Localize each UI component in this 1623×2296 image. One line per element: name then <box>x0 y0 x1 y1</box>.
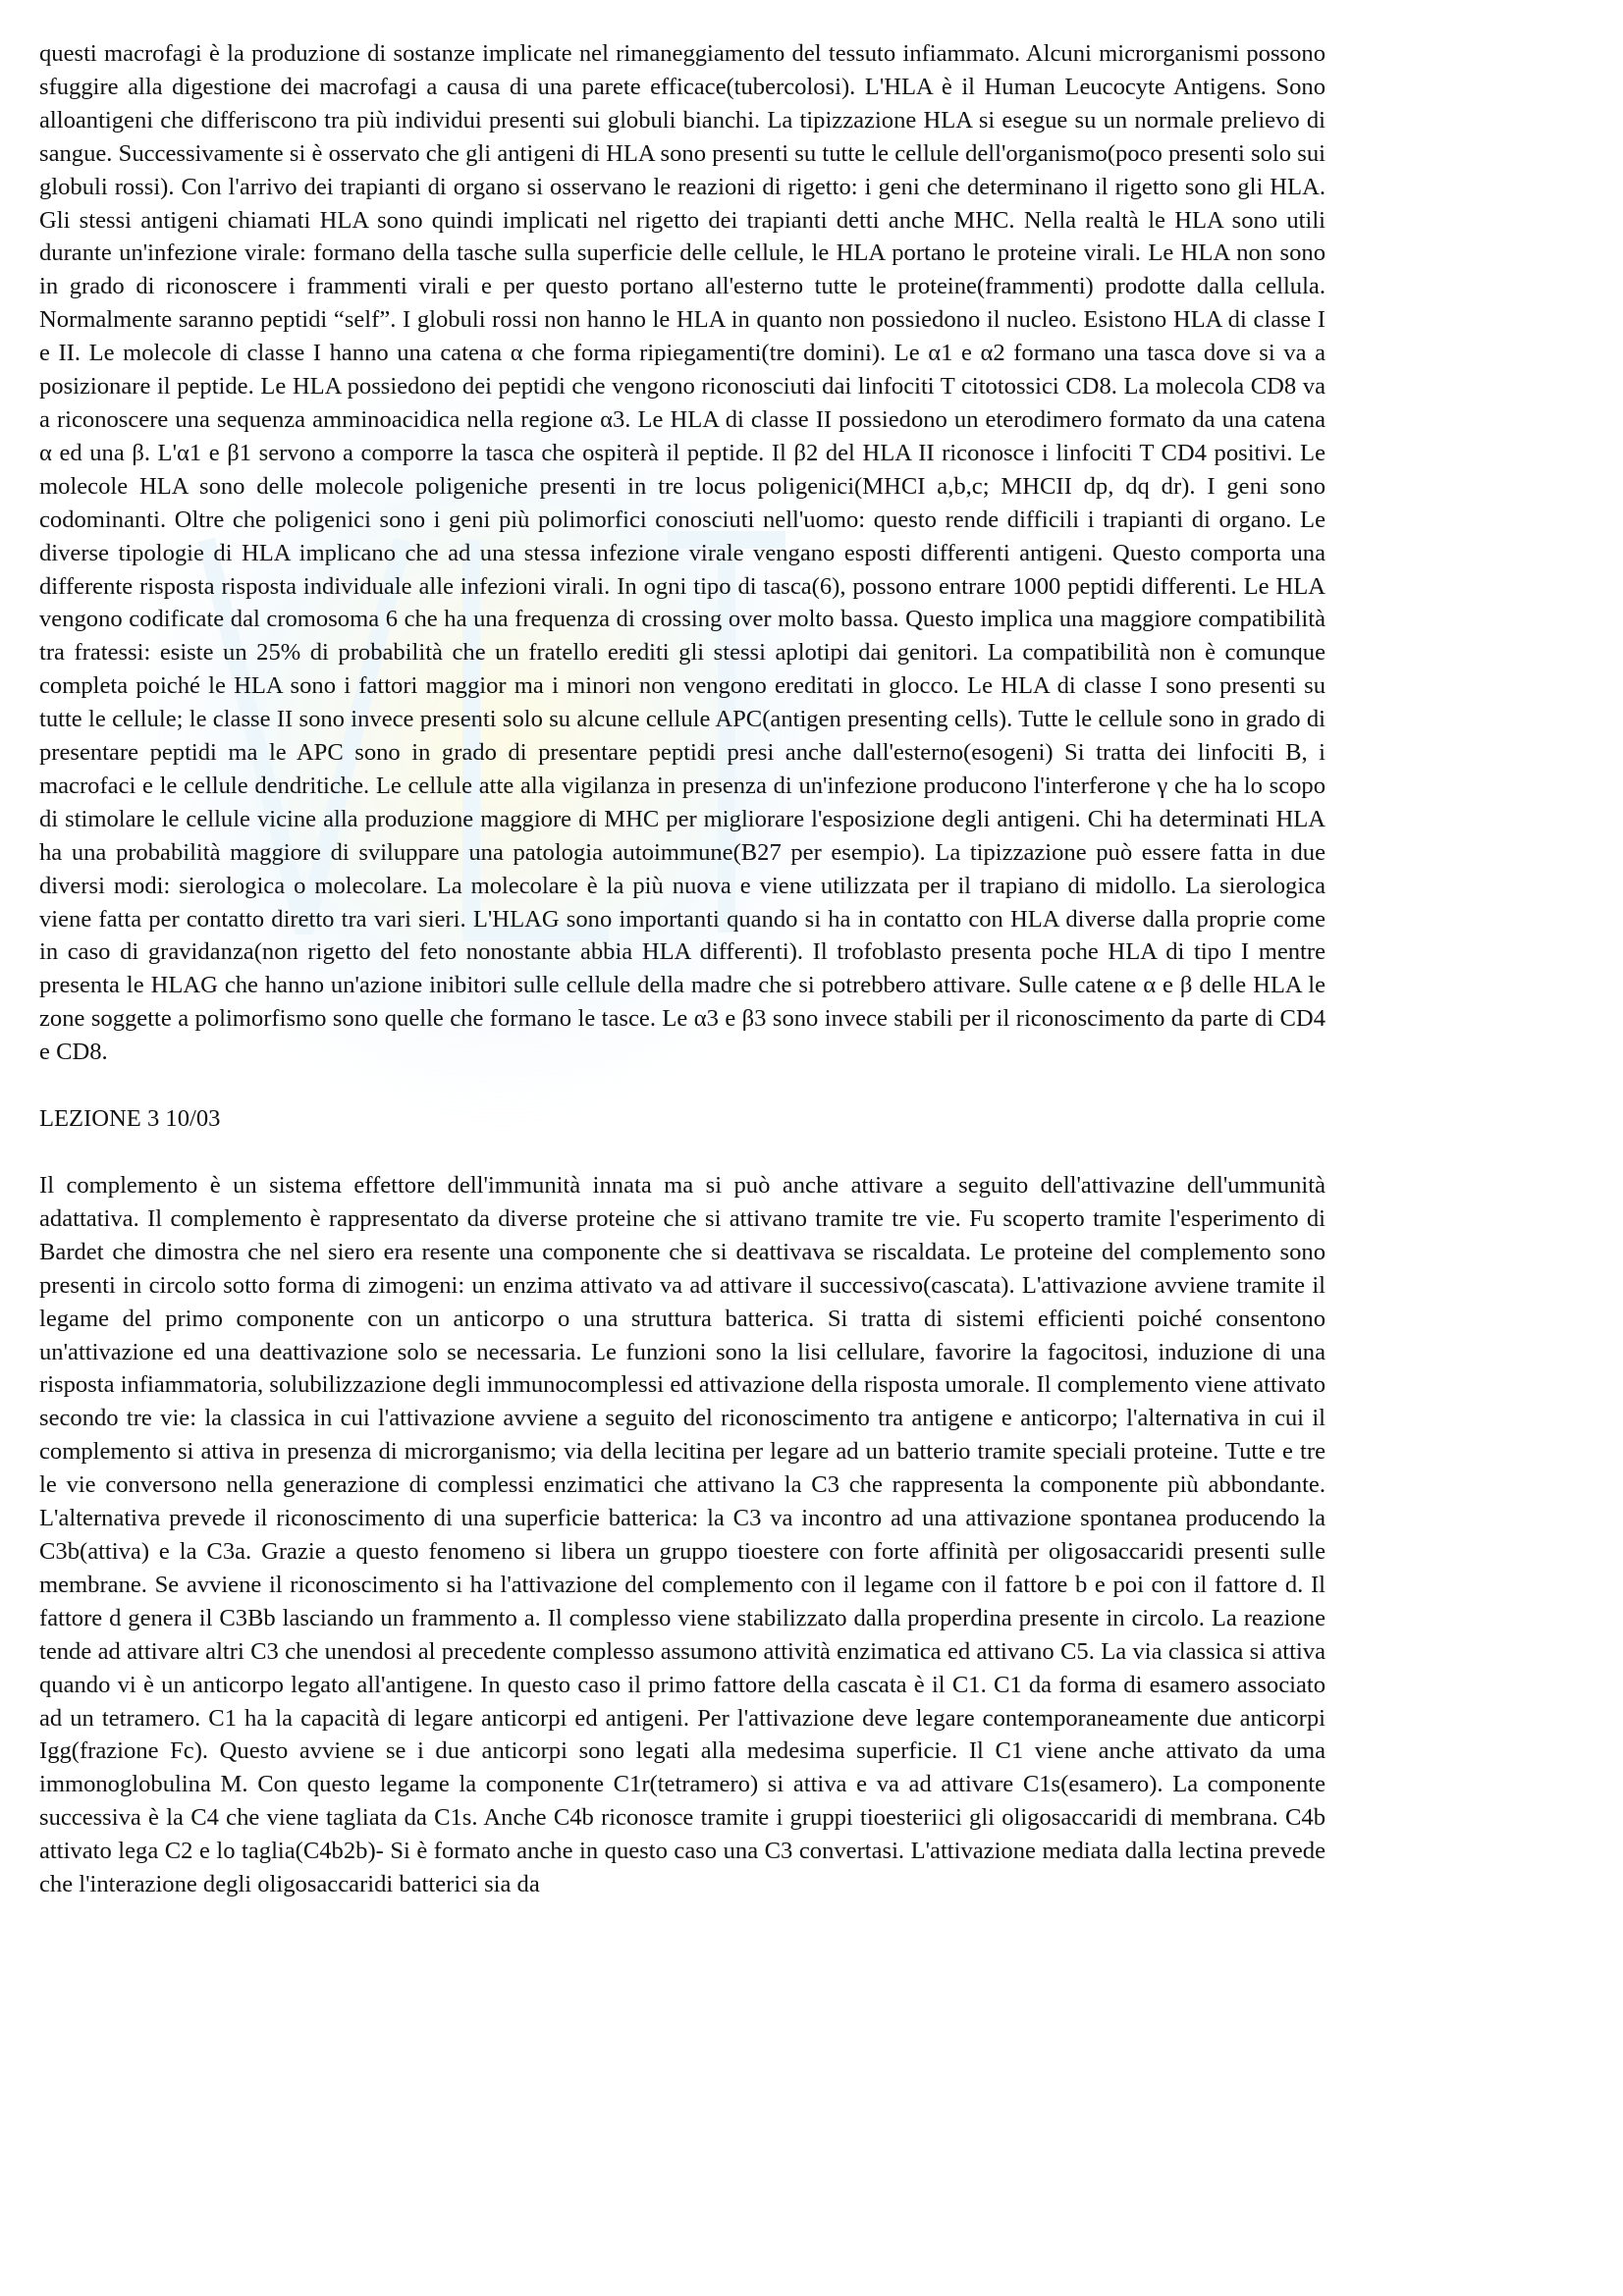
paragraph-hla: questi macrofagi è la produzione di sostanze implicate nel rimaneggiamento del tessuto infiammato. Alcuni microrganismi possono sfuggire alla digestione dei macrofagi a causa di una parete efficace(tubercolosi). L'HLA è il Human Leucocyte Antigens. Sono alloantigeni che differiscono tra più individui presenti sui globuli bianchi. La tipizzazione HLA si esegue su un normale prelievo di sangue. Successivamente si è osservato che gli antigeni di HLA sono presenti su tutte le cellule dell'organismo(poco presenti solo sui globuli rossi). Con l'arrivo dei trapianti di organo si osservano le reazioni di rigetto: i geni che determinano il rigetto sono gli HLA. Gli stessi antigeni chiamati HLA sono quindi implicati nel rigetto dei trapianti detti anche MHC. Nella realtà le HLA sono utili durante un'infezione virale: formano della tasche sulla superficie delle cellule, le HLA portano le proteine virali. Le HLA non sono in grado di riconoscere i frammenti virali e per questo portano all'esterno tutte le proteine(frammenti) prodotte dalla cellula. Normalmente saranno peptidi “self”. I globuli rossi non hanno le HLA in quanto non possiedono il nucleo. Esistono HLA di classe I e II. Le molecole di classe I hanno una catena α che forma ripiegamenti(tre domini). Le α1 e α2 formano una tasca dove si va a posizionare il peptide. Le HLA possiedono dei peptidi che vengono riconosciuti dai linfociti T citotossici CD8. La molecola CD8 va a riconoscere una sequenza amminoacidica nella regione α3. Le HLA di classe II possiedono un eterodimero formato da una catena α ed una β. L'α1 e β1 servono a comporre la tasca che ospiterà il peptide. Il β2 del HLA II riconosce i linfociti T CD4 positivi. Le molecole HLA sono delle molecole poligeniche presenti in tre locus poligenici(MHCI a,b,c; MHCII dp, dq dr). I geni sono codominanti. Oltre che poligenici sono i geni più polimorfici conosciuti nell'uomo: questo rende difficili i trapianti di organo. Le diverse tipologie di HLA implicano che ad una stessa infezione virale vengano esposti differenti antigeni. Questo comporta una differente risposta risposta individuale alle infezioni virali. In ogni tipo di tasca(6), possono entrare 1000 peptidi differenti. Le HLA vengono codificate dal cromosoma 6 che ha una frequenza di crossing over molto bassa. Questo implica una maggiore compatibilità tra fratessi: esiste un 25% di probabilità che un fratello erediti gli stessi aplotipi dai genitori. La compatibilità non è comunque completa poiché le HLA sono i fattori maggior ma i minori non vengono ereditati in glocco. Le HLA di classe I sono presenti su tutte le cellule; le classe II sono invece presenti solo su alcune cellule APC(antigen presenting cells). Tutte le cellule sono in grado di presentare peptidi ma le APC sono in grado di presentare peptidi presi anche dall'esterno(esogeni) Si tratta dei linfociti B, i macrofaci e le cellule dendritiche. Le cellule atte alla vigilanza in presenza di un'infezione producono l'interferone γ che ha lo scopo di stimolare le cellule vicine alla produzione maggiore di MHC per migliorare l'esposizione degli antigeni. Chi ha determinati HLA ha una probabilità maggiore di sviluppare una patologia autoimmune(B27 per esempio). La tipizzazione può essere fatta in due diversi modi: sierologica o molecolare. La molecolare è la più nuova e viene utilizzata per il trapiano di midollo. La sierologica viene fatta per contatto diretto tra vari sieri. L'HLAG sono importanti quando si ha in contatto con HLA diverse dalla proprie come in caso di gravidanza(non rigetto del feto nonostante abbia HLA differenti). Il trofoblasto presenta poche HLA di tipo I mentre presenta le HLAG che hanno un'azione inibitori sulle cellule della madre che si potrebbero attivare. Sulle catene α e β delle HLA le zone soggette a polimorfismo sono quelle che formano le tasce. Le α3 e β3 sono invece stabili per il riconoscimento da parte di CD4 e CD8. <box>39 40 1325 1066</box>
paragraph-complemento: Il complemento è un sistema effettore dell'immunità innata ma si può anche attivare a seguito dell'attivazine dell'ummunità adattativa. Il complemento è rappresentato da diverse proteine che si attivano tramite tre vie. Fu scoperto tramite l'esperimento di Bardet che dimostra che nel siero era resente una componente che si deattivava se riscaldata. Le proteine del complemento sono presenti in circolo sotto forma di zimogeni: un enzima attivato va ad attivare il successivo(cascata). L'attivazione avviene tramite il legame del primo componente con un anticorpo o una struttura batterica. Si tratta di sistemi efficienti poiché consentono un'attivazione ed una deattivazione solo se necessaria. Le funzioni sono la lisi cellulare, favorire la fagocitosi, induzione di una risposta infiammatoria, solubilizzazione degli immunocomplessi ed attivazione della risposta umorale. Il complemento viene attivato secondo tre vie: la classica in cui l'attivazione avviene a seguito del riconoscimento tra antigene e anticorpo; l'alternativa in cui il complemento si attiva in presenza di microrganismo; via della lecitina per legare ad un batterio tramite speciali proteine. Tutte e tre le vie conversono nella generazione di complessi enzimatici che attivano la C3 che rappresenta la componente più abbondante. L'alternativa prevede il riconoscimento di una superficie batterica: la C3 va incontro ad una attivazione spontanea producendo la C3b(attiva) e la C3a. Grazie a questo fenomeno si libera un gruppo tioestere con forte affinità per oligosaccaridi presenti sulle membrane. Se avviene il riconoscimento si ha l'attivazione del complemento con il legame con il fattore b e poi con il fattore d. Il fattore d genera il C3Bb lasciando un frammento a. Il complesso viene stabilizzato dalla properdina presente in circolo. La reazione tende ad attivare altri C3 che unendosi al precedente complesso assumono attività enzimatica ed attivano C5. La via classica si attiva quando vi è un anticorpo legato all'antigene. In questo caso il primo fattore della cascata è il C1. C1 da forma di esamero associato ad un tetramero. C1 ha la capacità di legare anticorpi ed antigeni. Per l'attivazione deve legare contemporaneamente due anticorpi Igg(frazione Fc). Questo avviene se i due anticorpi sono legati alla medesima superficie. Il C1 viene anche attivato da uma immonoglobulina M. Con questo legame la componente C1r(tetramero) si attiva e va ad attivare C1s(esamero). La componente successiva è la C4 che viene tagliata da C1s. Anche C4b riconosce tramite i gruppi tioesteriici gli oligosaccaridi di membrana. C4b attivato lega C2 e lo taglia(C4b2b)- Si è formato anche in questo caso una C3 convertasi. L'attivazione mediata dalla lectina prevede che l'interazione degli oligosaccaridi batterici sia da <box>39 1172 1325 1898</box>
section-heading: LEZIONE 3 10/03 <box>39 1105 221 1133</box>
document-body <box>39 37 1325 1901</box>
